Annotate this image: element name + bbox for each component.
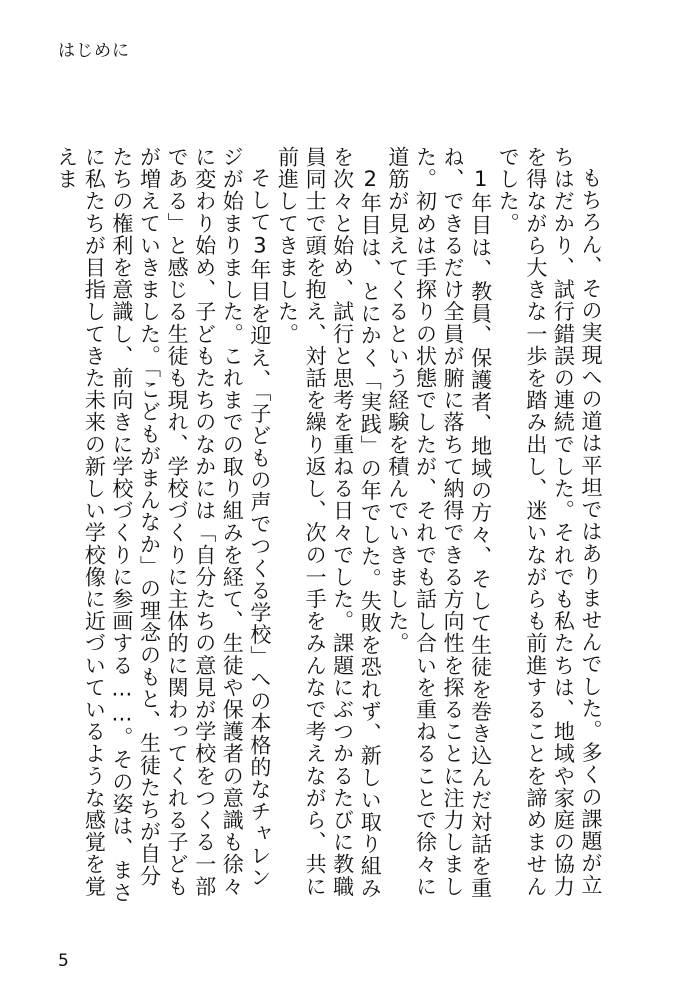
paragraph-4: そして3年目を迎え、「子どもの声でつくる学校」への本格的なチャレンジが始まりました。これまでの取り組みを経て、生徒や保護者の意識も徐々に変わり始め、子どもたちのなかには「自分たちの意見が学校をつくる一部である」と感じる生徒も現れ、学校づくりに主体的に関わってくれる子どもが増えていきました。「こどもがまんなか」の理念のもと、生徒たちが自分たちの権利を意識し、前向きに学校づくりに参画する……。その姿は、まさに私たちが目指してきた未来の新しい学校像に近づいているような感覚を覚えま [54, 146, 272, 904]
page-number: 5 [58, 951, 69, 971]
paragraph-3: 2年目は、とにかく「実践」の年でした。失敗を恐れず、新しい取り組みを次々と始め、試行と思考を重ねる日々でした。課題にぶつかるたびに教職員同士で頭を抱え、対話を繰り返し、次の一手をみんなで考えながら、共に前進してきました。 [275, 146, 383, 900]
body-text [44, 146, 604, 906]
running-head: はじめに [58, 41, 130, 61]
paragraph-1: もちろん、その実現への道は平坦ではありませんでした。多くの課題が立ちはだかり、試行錯誤の連続でした。それでも私たちは、地域や家庭の協力を得ながら大きな一歩を踏み出し、迷いながらも前進することを諦めませんでした。 [496, 146, 603, 898]
paragraph-2: 1年目は、教員、保護者、地域の方々、そして生徒を巻き込んだ対話を重ね、できるだけ全員が腑に落ちて納得できる方向性を探ることに注力しました。初めは手探りの状態でしたが、それでも話し合いを重ねることで徐々に道筋が見えてくるという経験を積んでいきました。 [385, 146, 493, 900]
